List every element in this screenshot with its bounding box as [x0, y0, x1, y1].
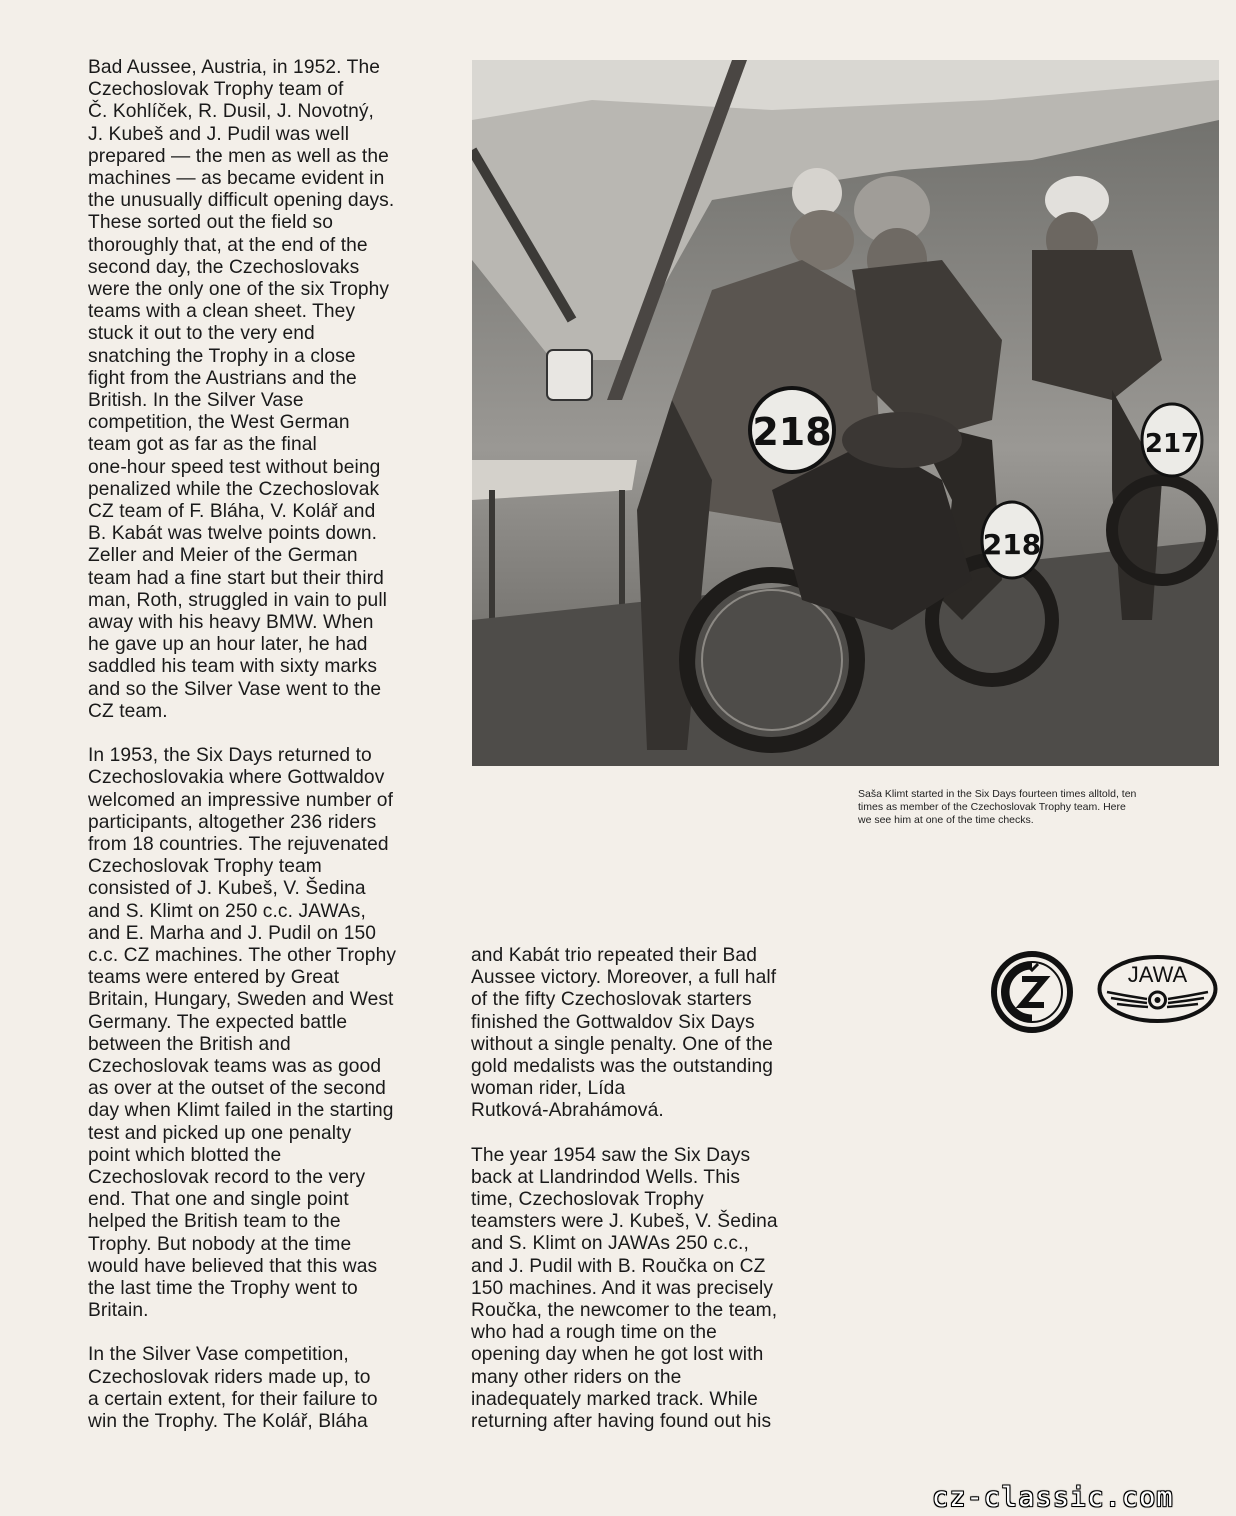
paragraph-1954: The year 1954 saw the Six Days back at Llandrindod Wells. This time, Czechoslovak Trophy teamsters were J. Kubeš, V. Šedina and S. Klimt on JAWAs 250 c.c., and J. Pudil with B. Roučka on CZ 150 machines. And it was precisely Roučka, the newcomer to the team, who had a rough time on the opening day when he got lost with many other riders on the inadequately marked track. While returning after having found out his	[471, 1144, 778, 1433]
number-plate-back: 217	[1144, 429, 1200, 459]
paragraph-1952: Bad Aussee, Austria, in 1952. The Czechoslovak Trophy team of Č. Kohlíček, R. Dusil, J. Novotný, J. Kubeš and J. Pudil was well prepared — the men as well as the machines — as became evident in the unusually difficult opening days. These sorted out the field so thoroughly that, at the end of the second day, the Czechoslovaks were the only one of the six Trophy teams with a clean sheet. They stuck it out to the very end snatching the Trophy in a close fight from the Austrians and the British. In the Silver Vase competition, the West German team got as far as the final one-hour speed test without being penalized while the Czechoslovak CZ team of F. Bláha, V. Kolář and B. Kabát was twelve points down. Zeller and Meier of the German team had a fine start but their third man, Roth, struggled in vain to pull away with his heavy BMW. When he gave up an hour later, he had saddled his team with sixty marks and so the Silver Vase went to the CZ team.	[88, 57, 395, 722]
paragraph-kabat-trio: and Kabát trio repeated their Bad Aussee victory. Moreover, a full half of the fifty Czechoslovak starters finished the Gottwaldov Six Days without a single penalty. One of the gold medalists was the outstanding woman rider, Lída Rutková-Abrahámová.	[471, 945, 777, 1122]
watermark: cz-classic.com	[932, 1482, 1174, 1513]
jawa-logo-text: JAWA	[1127, 962, 1188, 987]
jawa-logo	[1097, 954, 1218, 1024]
motorcycle-photo	[472, 60, 1219, 766]
paragraph-1953: In 1953, the Six Days returned to Czechoslovakia where Gottwaldov welcomed an impressive number of participants, altogether 236 riders from 18 countries. The rejuvenated Czechoslovak Trophy team consisted of J. Kubeš, V. Šedina and S. Klimt on 250 c.c. JAWAs, and E. Marha and J. Pudil on 150 c.c. CZ machines. The other Trophy teams were entered by Great Britain, Hungary, Sweden and West Germany. The expected battle between the British and Czechoslovak teams was as good as over at the outset of the second day when Klimt failed in the starting test and picked up one penalty point which blotted the Czechoslovak record to the very end. That one and single point helped the British team to the Trophy. But nobody at the time would have believed that this was the last time the Trophy went to Britain.	[88, 745, 397, 1322]
left-text-column	[88, 57, 458, 1433]
middle-text-column	[471, 945, 841, 1433]
cz-logo	[990, 950, 1074, 1034]
number-plate-side: 218	[982, 528, 1042, 561]
paragraph-silver-vase: In the Silver Vase competition, Czechoslovak riders made up, to a certain extent, for their failure to win the Trophy. The Kolář, Bláha	[88, 1344, 378, 1432]
number-plate-front: 218	[752, 410, 832, 454]
photo-caption: Saša Klimt started in the Six Days fourteen times alltold, ten times as member of the Czechoslovak Trophy team. Here we see him at one of the time checks.	[858, 788, 1137, 826]
